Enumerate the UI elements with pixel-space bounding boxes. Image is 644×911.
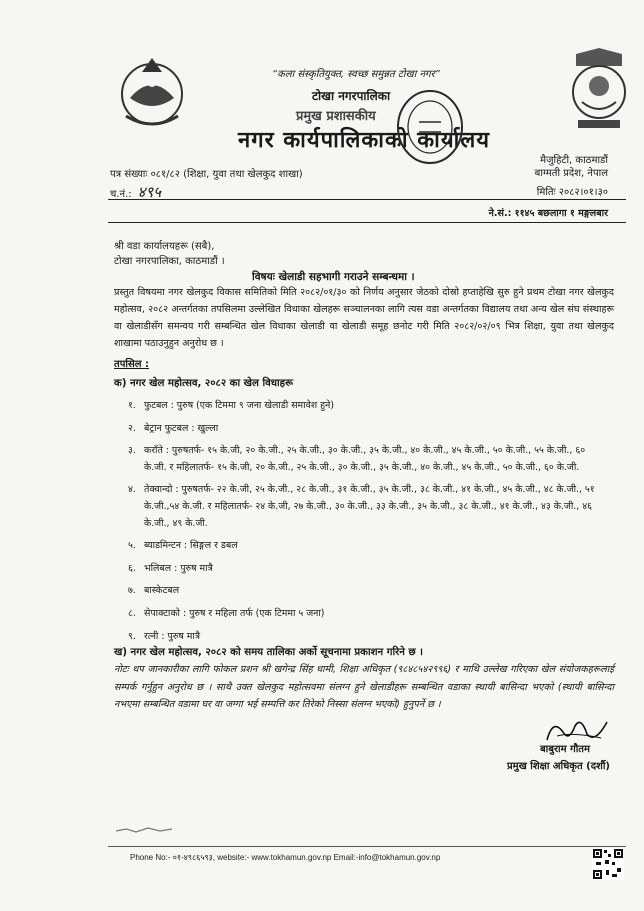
note-paragraph: नोटः थप जानकारीका लागि फोकल प्रशन श्री खगेन्द्र सिंह धामी, शिक्षा अधिकृत (९८४८५४२९९६) र माथि उल्लेख गरिएका खेल संयोजकहरूलाई सम्पर्क गर्नुहुन अनुरोध छ । साथै उक्त खेलकुद महोत्सवमा संलग्न हुने खेलाडीहरू सम्बन्धित वडाका स्थायी बासिन्दा भएको (स्थायी बासिन्दा नभएमा सम्बन्धित वडामा घर वा जग्गा भई सम्पत्ति कर तिरेको निस्सा संलग्न भएको) हुनुपर्ने छ । [114, 664, 614, 710]
recipient-line-2: टोखा नगरपालिका, काठमाडौं । [114, 256, 225, 267]
list-item [128, 443, 610, 476]
item-number: २. [128, 422, 136, 434]
footer-contact: Phone No:- ०१-४९८६५९३, website:- www.tokhamun.gov.np Email:-info@tokhamun.gov.np [130, 853, 441, 862]
org-name: टोखा नगरपालिका [312, 89, 391, 103]
list-item [128, 561, 610, 578]
item-number: १. [128, 400, 136, 411]
government-emblem-icon [112, 52, 192, 132]
details-heading: तपसिल : [114, 359, 149, 370]
item-number: ४. [128, 484, 136, 496]
signatory-title: प्रमुख शिक्षा अधिकृत (दर्शौ) [506, 761, 610, 772]
office-title: नगर कार्यपालिकाको कार्यालय [238, 128, 490, 153]
list-item [128, 583, 610, 600]
municipality-logo-icon [566, 46, 632, 132]
item-text: रत्नी : पुरुष मात्रै [144, 630, 201, 642]
item-number: ३. [128, 445, 136, 457]
dispatch-label: च.नं.: [110, 189, 132, 200]
list-item [128, 606, 610, 623]
header-divider-2 [108, 222, 626, 223]
address-line-2: बाग्मती प्रदेश, नेपाल [534, 168, 608, 179]
footer-divider [108, 846, 626, 847]
item-number: ९. [128, 630, 136, 642]
recipient-line-1: श्री वडा कार्यालयहरू (सबै), [114, 241, 215, 252]
item-text: बास्केटबल [144, 585, 180, 597]
item-number: ७. [128, 585, 136, 597]
header-divider [108, 199, 626, 200]
list-item [128, 538, 610, 555]
item-text: कराँते : पुरुषतर्फ- १५ के.जी, २० के.जी., २५ के.जी., ३० के.जी., ३५ के.जी., ४० के.जी., ४५ के.जी., ५० के.जी., ५५ के.जी., ६० के.जी. र महिलातर्फ- १५ के.जी, २० के.जी., २५ के.जी., ३० के.जी., ३५ के.जी., ४० के.जी., ४५ के.जी., ५० के.जी., ६० के.जी. [144, 445, 586, 473]
letter-date: मितिः २०८२।०१।३० [536, 187, 608, 198]
item-text: ब्याडमिन्टन : सिङ्गल र डबल [144, 540, 238, 552]
qr-code-icon [592, 848, 624, 880]
item-number: ६. [128, 562, 136, 574]
office-stamp-icon [395, 88, 465, 166]
reference-number: पत्र संख्याः ०८१/८२ (शिक्षा, युवा तथा खेलकुद शाखा) [110, 169, 303, 180]
office-address [535, 154, 608, 180]
item-text: तेक्वान्दो : पुरुषतर्फ- २२ के.जी, २५ के.जी., २८ के.जी., ३१ के.जी., ३५ के.जी., ३८ के.जी., ४१ के.जी., ४५ के.जी., ४८ के.जी., ५१ के.जी.,५४ के.जी. र महिलातर्फ- २४ के.जी, २७ के.जी., ३० के.जी., ३३ के.जी., ३५ के.जी., ३८ के.जी., ४१ के.जी., ४३ के.जी., ४६ के.जी., ४९ के.जी. [144, 484, 595, 529]
address-line-1: मैजुहिटी, काठमाडौं [540, 155, 608, 166]
item-text: बेट्रान फुटबल : खुल्ला [144, 422, 219, 434]
body-paragraph: प्रस्तुत विषयमा नगर खेलकुद विकास समितिको मिति २०८२/०१/३० को निर्णय अनुसार जेठको दोस्रो हप्ताहेखि सुरु हुने प्रथम टोखा नगर खेलकुद महोत्सव, २०८२ अन्तर्गतका तपसिलमा उल्लेखित विधाका खेलहरू सञ्चालनका लागि त्यस वडा अन्तर्गतका विद्यालय तथा अन्य खेल संघ संस्थाहरू वा खेलाडीसँग समन्वय गरी सम्बन्धित खेल विधाका खेलाडी वा खेलाडी समूह छनोट गरी मिति २०८२/०२/०९ भित्र शिक्षा, युवा तथा खेलकुद शाखामा पठाउनुहुन अनुरोध छ । [114, 287, 614, 349]
item-text: भलिबल : पुरुष मात्रै [144, 562, 213, 574]
department-name: प्रमुख प्रशासकीय [296, 109, 376, 124]
item-number: ५. [128, 540, 136, 552]
list-item [128, 421, 610, 438]
item-text: फुटबल : पुरुष (एक टिममा ९ जना खेलाडी समावेश हुने) [144, 400, 334, 411]
motto: “कला संस्कृतियुक्त, स्वच्छ समुन्नत टोखा नगर” [272, 69, 440, 80]
section-a-heading: क) नगर खेल महोत्सव, २०८२ का खेल विधाहरू [114, 378, 294, 389]
section-b-heading: ख) नगर खेल महोत्सव, २०८२ को समय तालिका अर्को सूचनामा प्रकाशन गरिने छ । [114, 647, 424, 658]
item-text: सेपाक्टाको : पुरुष र महिला तर्फ (एक टिममा ५ जना) [144, 607, 325, 619]
list-item [128, 482, 610, 532]
dispatch-value: ४९५ [137, 183, 162, 201]
nepal-sambat-date: ने.सं.: ११४५ बछलागा १ मङ्गलबार [488, 208, 608, 219]
list-item [128, 629, 610, 646]
signatory-name: बाबुराम गौतम [539, 744, 590, 755]
list-item [128, 398, 610, 415]
letter-subject: विषयः खेलाडी सहभागी गराउने सम्बन्धमा । [252, 271, 415, 283]
scribble-mark-icon [114, 823, 174, 837]
sports-list [128, 398, 610, 651]
item-number: ८. [128, 607, 136, 619]
